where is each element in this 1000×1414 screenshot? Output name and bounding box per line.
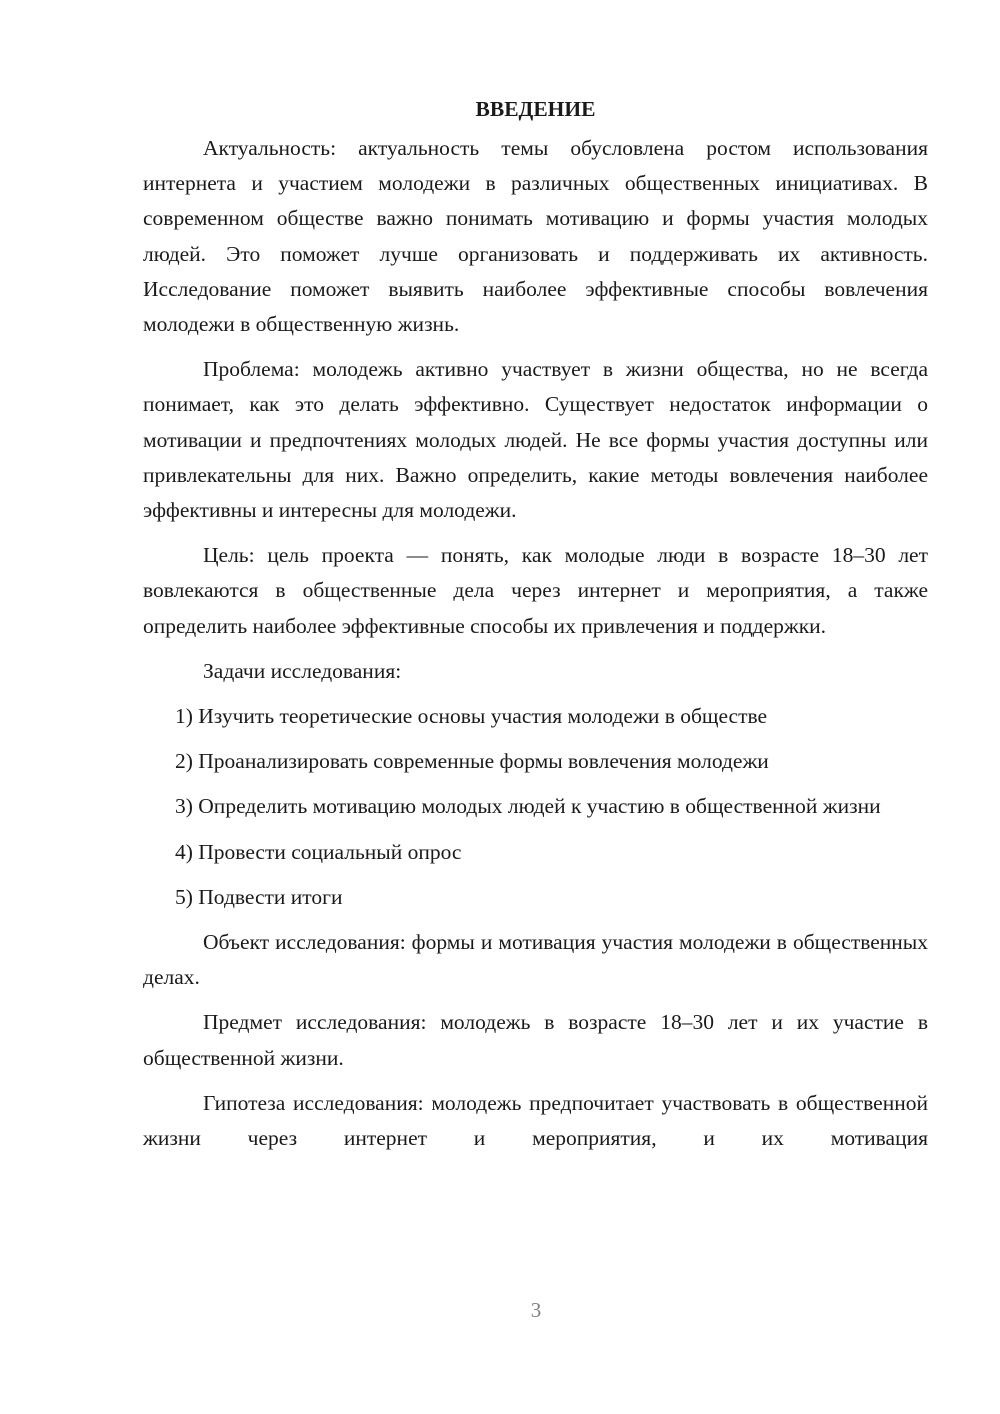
subject-paragraph: Предмет исследования: молодежь в возрасте 18–30 лет и их участие в общественной жизни. [143,1010,928,1070]
relevance-paragraph: Актуальность: актуальность темы обусловлена ростом использования интернета и участием молодежи в различных общественных инициативах. В современном обществе важно понимать мотивацию и формы участия молодых людей. Это поможет лучше организовать и поддерживать их активность. Исследование поможет выявить наиболее эффективные способы вовлечения молодежи в общественную жизнь. [143,136,928,337]
problem-paragraph: Проблема: молодежь активно участвует в жизни общества, но не всегда понимает, как это делать эффективно. Существует недостаток информации о мотивации и предпочтениях молодых людей. Не все формы участия доступны или привлекательны для них. Важно определить, какие методы вовлечения наиболее эффективны и интересны для молодежи. [143,357,928,523]
tasks-heading: Задачи исследования: [203,658,402,683]
task-item-4: 4) Провести социальный опрос [175,839,462,864]
hypothesis-paragraph: Гипотеза исследования: молодежь предпочитает участвовать в общественной жизни через интернет и мероприятия, и их мотивация [143,1090,928,1151]
task-item-2: 2) Проанализировать современные формы вовлечения молодежи [175,749,769,774]
section-heading: ВВЕДЕНИЕ [475,97,596,121]
task-item-5: 5) Подвести итоги [175,884,343,909]
page-body [143,92,928,1156]
goal-paragraph: Цель: цель проекта — понять, как молодые люди в возрасте 18–30 лет вовлекаются в общественные дела через интернет и мероприятия, а также определить наиболее эффективные способы их привлечения и поддержки. [143,543,928,638]
page-number: 3 [530,1298,542,1322]
task-item-1: 1) Изучить теоретические основы участия молодежи в обществе [175,704,768,729]
object-paragraph: Объект исследования: формы и мотивация участия молодежи в общественных делах. [143,930,928,990]
task-item-3: 3) Определить мотивацию молодых людей к участию в общественной жизни [175,794,881,819]
